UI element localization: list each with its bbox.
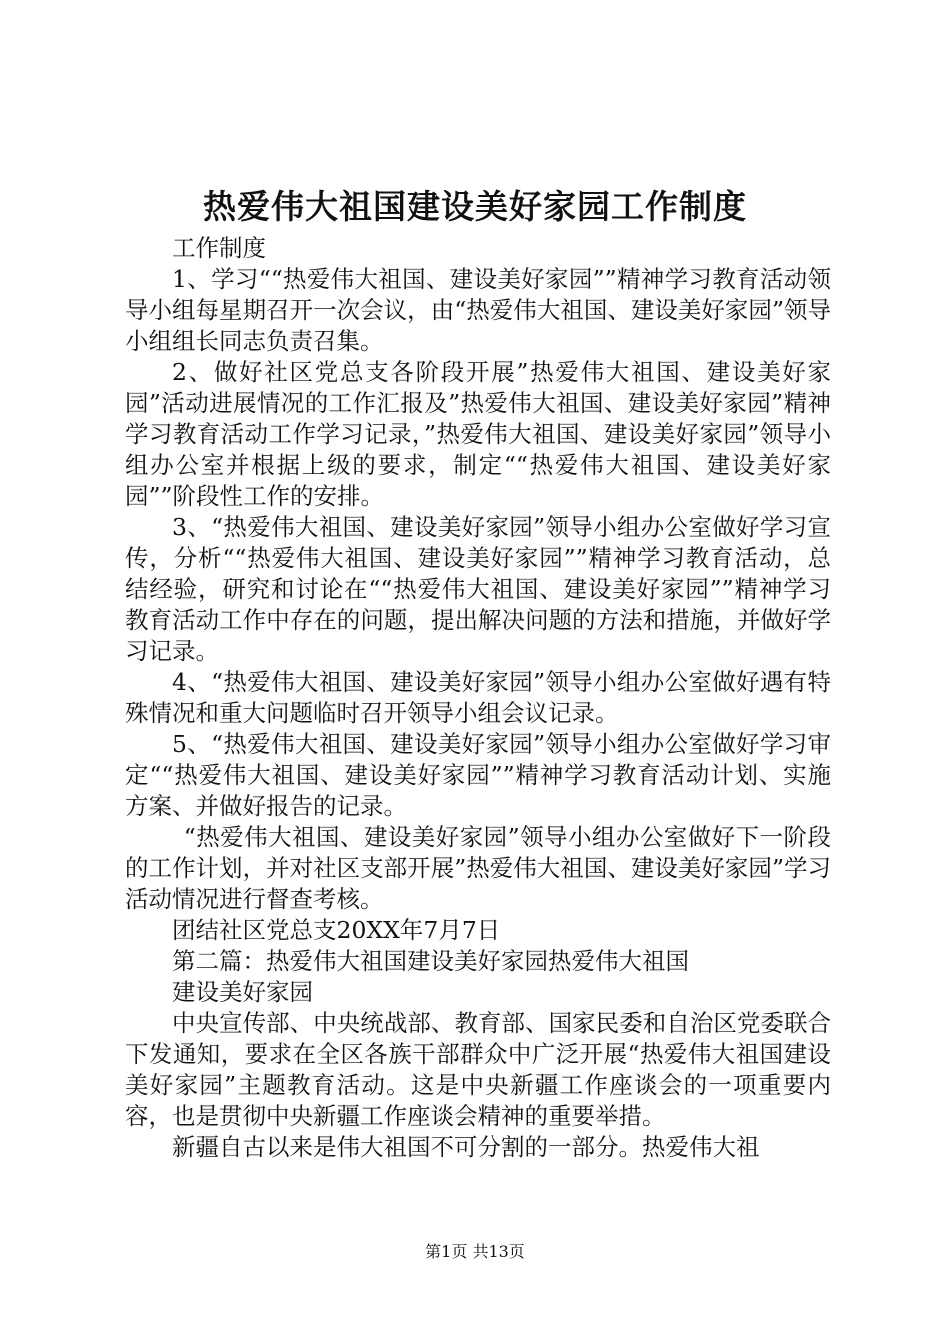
paragraph-plan: “热爱伟大祖国、建设美好家园”领导小组办公室做好下一阶段的工作计划，并对社区支部开展”热爱伟大祖国、建设美好家园”学习活动情况进行督查考核。 [125, 823, 831, 913]
paragraph-part-two-subheading: 建设美好家园 [172, 978, 313, 1006]
paragraph-item-5: 5、“热爱伟大祖国、建设美好家园”领导小组办公室做好学习审定““热爱伟大祖国、建设美好家园””精神学习教育活动计划、实施方案、并做好报告的记录。 [125, 730, 831, 820]
page-number-footer: 第1页 共13页 [425, 1242, 525, 1261]
paragraph-part-two-heading: 第二篇：热爱伟大祖国建设美好家园热爱伟大祖国 [172, 947, 689, 975]
paragraph-item-4: 4、“热爱伟大祖国、建设美好家园”领导小组办公室做好遇有特殊情况和重大问题临时召开领导小组会议记录。 [125, 668, 831, 727]
document-title: 热爱伟大祖国建设美好家园工作制度 [203, 187, 747, 226]
document-body [125, 233, 831, 1163]
paragraph-item-3: 3、“热爱伟大祖国、建设美好家园”领导小组办公室做好学习宣传，分析““热爱伟大祖国、建设美好家园””精神学习教育活动，总结经验，研究和讨论在““热爱伟大祖国、建设美好家园””精神学习教育活动工作中存在的问题，提出解决问题的方法和措施，并做好学习记录。 [125, 513, 831, 665]
paragraph-heading: 工作制度 [172, 234, 266, 262]
paragraph-signature: 团结社区党总支20XX年7月7日 [172, 916, 501, 944]
paragraph-item-2: 2、做好社区党总支各阶段开展”热爱伟大祖国、建设美好家园”活动进展情况的工作汇报及”热爱伟大祖国、建设美好家园”精神学习教育活动工作学习记录，”热爱伟大祖国、建设美好家园”领导小组办公室并根据上级的要求，制定““热爱伟大祖国、建设美好家园””阶段性工作的安排。 [125, 358, 831, 510]
paragraph-item-1: 1、学习““热爱伟大祖国、建设美好家园””精神学习教育活动领导小组每星期召开一次会议，由“热爱伟大祖国、建设美好家园”领导小组组长同志负责召集。 [125, 265, 831, 355]
paragraph-notice: 中央宣传部、中央统战部、教育部、国家民委和自治区党委联合下发通知，要求在全区各族干部群众中广泛开展“热爱伟大祖国建设美好家园”主题教育活动。这是中央新疆工作座谈会的一项重要内容，也是贯彻中央新疆工作座谈会精神的重要举措。 [125, 1009, 831, 1130]
paragraph-xinjiang: 新疆自古以来是伟大祖国不可分割的一部分。热爱伟大祖 [172, 1133, 760, 1161]
